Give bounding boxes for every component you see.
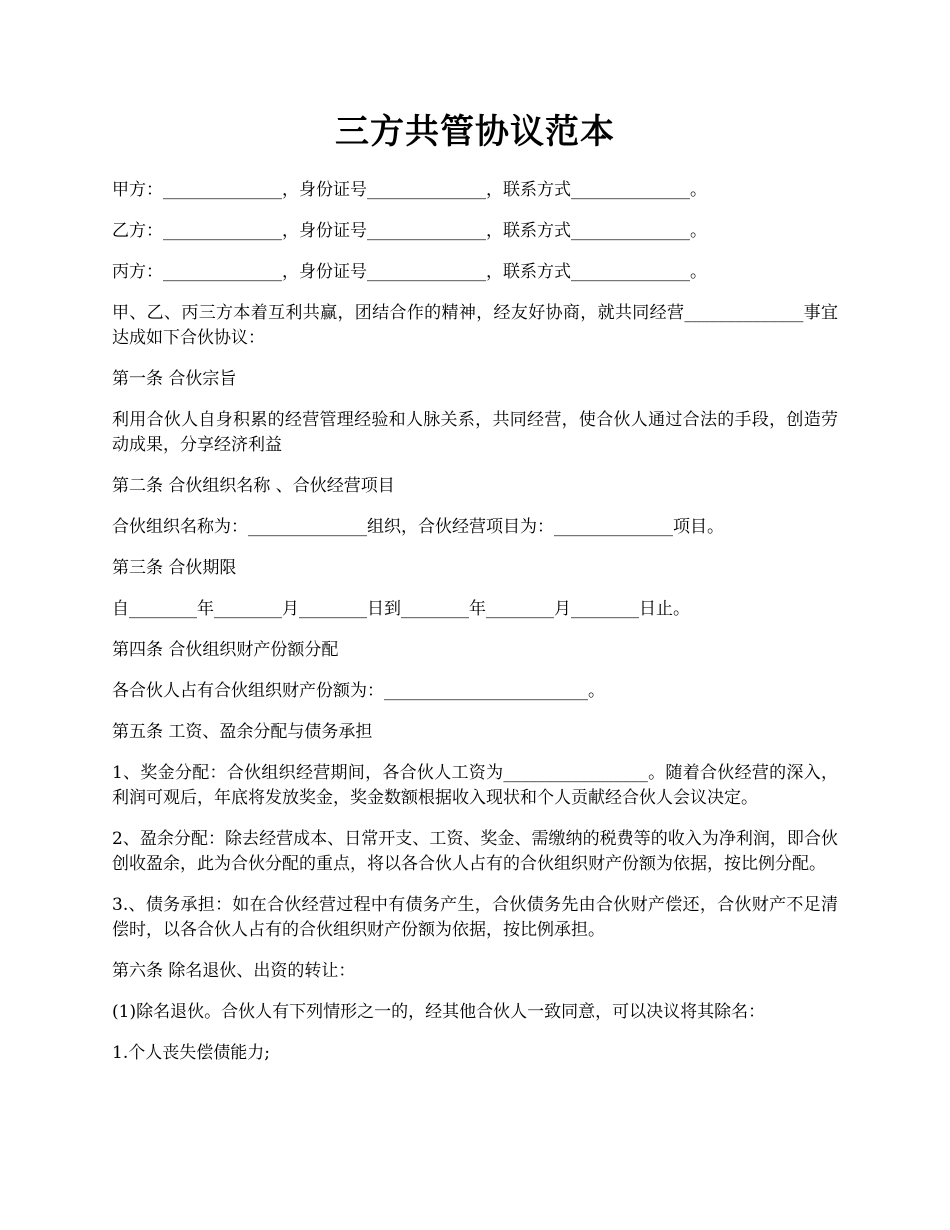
article-2-body: 合伙组织名称为：______________组织，合伙经营项目为：______________项目。 [112,517,724,537]
article-6-item-1: 1.个人丧失偿债能力; [112,1043,270,1063]
article-5-clause-1: 1、奖金分配：合伙组织经营期间，各合伙人工资为_________________。随着合伙经营的深入，利润可观后，年底将发放奖金，奖金数额根据收入现状和个人贡献经合伙人会议决定。 [112,763,838,808]
article-5-heading: 第五条 工资、盈余分配与债务承担 [112,722,373,742]
article-5-clause-3: 3.、债务承担：如在合伙经营过程中有债务产生，合伙债务先由合伙财产偿还，合伙财产不足清偿时，以各合伙人占有的合伙组织财产份额为依据，按比例承担。 [112,895,838,940]
preamble-paragraph: 甲、乙、丙三方本着互利共赢，团结合作的精神，经友好协商，就共同经营______________事宜达成如下合伙协议： [112,303,838,348]
article-3-body: 自________年________月________日到________年________月________日止。 [112,599,690,619]
article-4-heading: 第四条 合伙组织财产份额分配 [112,640,339,660]
article-1-body: 利用合伙人自身积累的经营管理经验和人脉关系，共同经营，使合伙人通过合法的手段，创造劳动成果，分享经济利益 [112,410,838,455]
article-1-heading: 第一条 合伙宗旨 [112,369,237,389]
party-b-line: 乙方：______________，身份证号______________，联系方式______________。 [112,221,707,241]
party-a-line: 甲方：______________，身份证号______________，联系方式______________。 [112,180,707,200]
article-6-heading: 第六条 除名退伙、出资的转让： [112,961,356,981]
document-title: 三方共管协议范本 [335,112,615,152]
article-4-body: 各合伙人占有合伙组织财产份额为：________________________。 [112,681,605,701]
article-6-clause-1: (1)除名退伙。合伙人有下列情形之一的，经其他合伙人一致同意，可以决议将其除名： [112,1002,766,1022]
article-5-clause-2: 2、盈余分配：除去经营成本、日常开支、工资、奖金、需缴纳的税费等的收入为净利润，即合伙创收盈余，此为合伙分配的重点，将以各合伙人占有的合伙组织财产份额为依据，按比例分配。 [112,829,838,874]
article-3-heading: 第三条 合伙期限 [112,558,237,578]
party-c-line: 丙方：______________，身份证号______________，联系方式______________。 [112,262,707,282]
article-2-heading: 第二条 合伙组织名称 、合伙经营项目 [112,476,395,496]
